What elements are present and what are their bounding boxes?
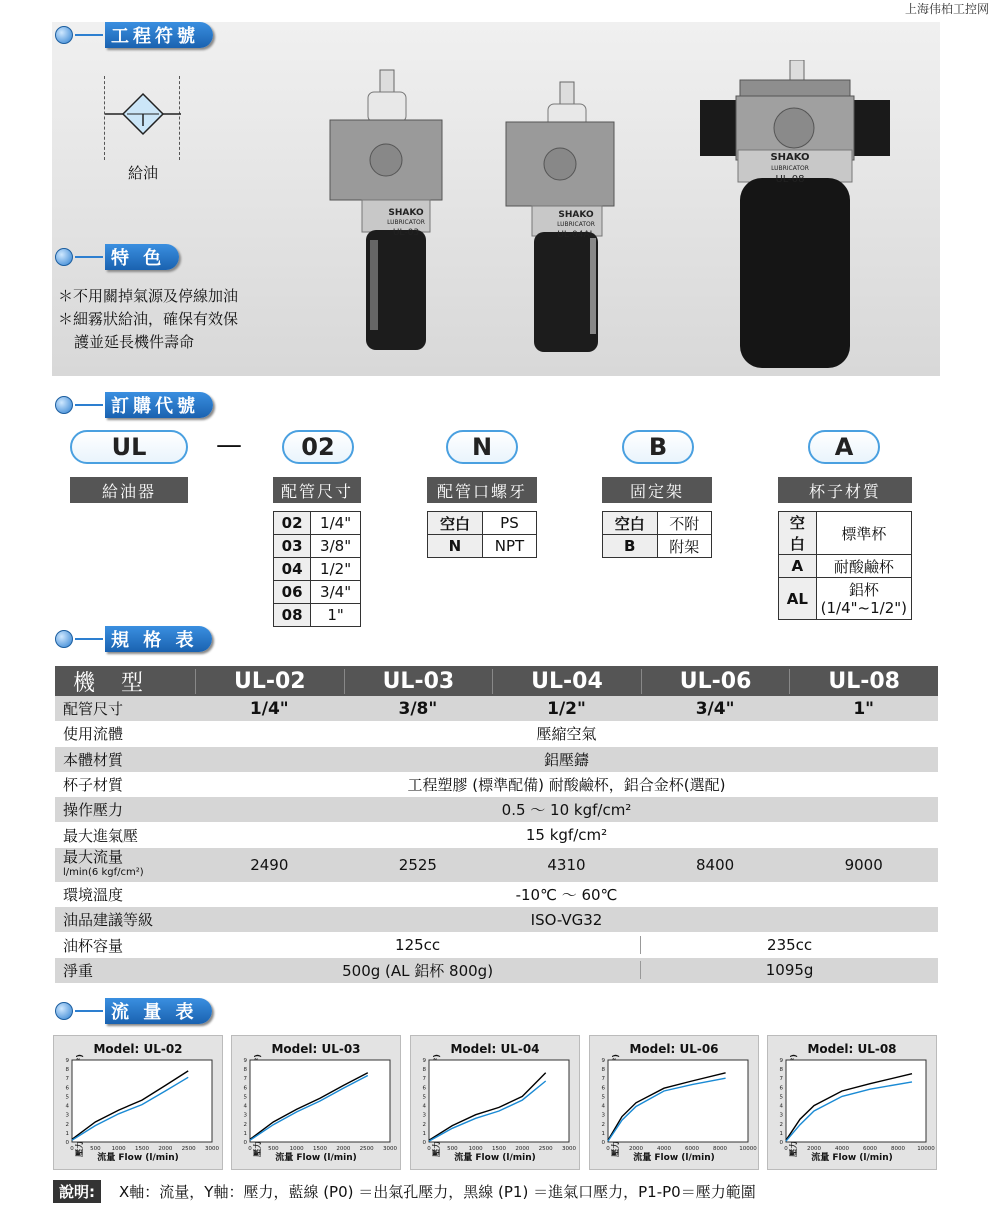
spec-value: 2490 xyxy=(250,855,289,874)
spec-row xyxy=(55,932,938,957)
model-header: UL-06 xyxy=(641,669,790,694)
type-text: LUBRICATOR xyxy=(387,219,425,226)
chart-xlabel: 流量 Flow (l/min) xyxy=(633,1153,715,1163)
table-cell: 03 xyxy=(274,535,311,558)
spec-header-label: 機型 xyxy=(73,670,170,696)
code-cup: A xyxy=(808,430,880,464)
flow-chart-ul-04 xyxy=(410,1035,580,1170)
brand-text: SHAKO xyxy=(388,208,424,218)
section-title: 工程符號 xyxy=(105,22,213,48)
y-tick-label: 0 xyxy=(601,1140,605,1146)
spec-value: 8400 xyxy=(695,855,735,874)
y-tick-label: 4 xyxy=(243,1103,247,1110)
model-header: UL-03 xyxy=(344,669,493,694)
y-tick-label: 3 xyxy=(65,1112,69,1119)
spec-label xyxy=(55,847,195,880)
table-row xyxy=(603,535,712,558)
y-tick-label: 5 xyxy=(779,1094,783,1101)
spec-row xyxy=(55,822,938,847)
chart-title: Model: UL-04 xyxy=(450,1042,540,1056)
spec-value: 鋁壓鑄 xyxy=(543,750,589,769)
spec-label: 油杯容量 xyxy=(63,936,124,955)
section-header-features xyxy=(55,244,179,270)
x-tick-label: 2000 xyxy=(515,1146,530,1152)
spec-value: 15 kgf/cm² xyxy=(525,826,608,845)
x-tick-label: 6000 xyxy=(863,1146,877,1152)
y-tick-label: 0 xyxy=(243,1140,247,1146)
spec-label: 杯子材質 xyxy=(63,776,124,795)
table-cell: AL xyxy=(779,578,817,620)
model-text: UL-03 xyxy=(392,228,420,238)
product-label-ul-03 xyxy=(382,208,430,238)
spec-header-row xyxy=(55,666,938,696)
table-cell: 08 xyxy=(274,604,311,627)
code-dash: — xyxy=(216,430,242,460)
y-tick-label: 2 xyxy=(422,1121,426,1128)
y-tick-label: 8 xyxy=(422,1067,426,1074)
spec-value: 235cc xyxy=(640,936,938,954)
spec-label: 操作壓力 xyxy=(63,801,124,820)
y-tick-label: 2 xyxy=(601,1121,605,1128)
note-tag: 說明: xyxy=(53,1180,101,1203)
y-tick-label: 1 xyxy=(422,1130,426,1137)
y-tick-label: 8 xyxy=(65,1067,69,1074)
x-tick-label: 0 xyxy=(427,1146,431,1152)
y-tick-label: 7 xyxy=(779,1076,783,1083)
code-thread-label: 配管口螺牙 xyxy=(427,477,537,503)
table-row xyxy=(274,535,361,558)
y-tick-label: 6 xyxy=(422,1085,426,1092)
table-row xyxy=(603,512,712,535)
feature-item: ＊細霧狀給油，確保有效保 xyxy=(58,310,239,328)
section-title: 特 色 xyxy=(105,244,179,270)
table-cell: 1/4" xyxy=(311,512,361,535)
spec-label: 淨重 xyxy=(63,961,94,980)
table-cell: N xyxy=(428,535,483,558)
y-tick-label: 8 xyxy=(243,1067,247,1074)
x-tick-label: 500 xyxy=(90,1146,101,1152)
y-tick-label: 4 xyxy=(601,1103,605,1110)
product-ul-08 xyxy=(700,60,890,368)
table-row xyxy=(274,604,361,627)
x-tick-label: 1000 xyxy=(289,1146,304,1152)
y-tick-label: 4 xyxy=(65,1103,69,1110)
y-tick-label: 0 xyxy=(65,1140,69,1146)
spec-value: -10℃ ～ 60℃ xyxy=(515,885,618,904)
bullet-icon xyxy=(55,396,73,414)
spec-value: 0.5 ～ 10 kgf/cm² xyxy=(501,801,632,820)
spec-label: 使用流體 xyxy=(63,725,124,744)
x-tick-label: 1500 xyxy=(135,1146,149,1152)
spec-table xyxy=(55,666,938,983)
x-tick-label: 500 xyxy=(447,1146,458,1152)
x-tick-label: 2000 xyxy=(629,1146,643,1152)
y-tick-label: 9 xyxy=(243,1058,247,1064)
y-tick-label: 0 xyxy=(779,1140,783,1146)
table-cell: 空白 xyxy=(779,512,817,555)
y-tick-label: 7 xyxy=(243,1076,247,1083)
x-tick-label: 0 xyxy=(248,1146,252,1152)
flow-chart-ul-03 xyxy=(231,1035,401,1170)
y-tick-label: 7 xyxy=(601,1076,605,1083)
type-text: LUBRICATOR xyxy=(771,165,809,172)
table-cell: 06 xyxy=(274,581,311,604)
spec-value: 1095g xyxy=(640,961,938,979)
y-tick-label: 3 xyxy=(779,1112,783,1119)
y-tick-label: 9 xyxy=(422,1058,426,1064)
y-tick-label: 1 xyxy=(779,1130,783,1137)
code-ul: UL xyxy=(70,430,188,464)
brand-text: SHAKO xyxy=(558,210,594,220)
x-tick-label: 1000 xyxy=(111,1146,126,1152)
table-row xyxy=(274,581,361,604)
spec-row xyxy=(55,696,938,721)
spec-value: 1/4" xyxy=(249,698,289,719)
y-tick-label: 6 xyxy=(65,1085,69,1092)
model-header: UL-04 xyxy=(492,669,641,694)
chart-xlabel: 流量 Flow (l/min) xyxy=(275,1153,357,1163)
x-tick-label: 2000 xyxy=(807,1146,821,1152)
code-bracket: B xyxy=(622,430,694,464)
feature-item: ＊不用關掉氣源及停線加油 xyxy=(58,287,239,305)
y-tick-label: 1 xyxy=(65,1130,69,1137)
model-header: UL-02 xyxy=(195,669,344,694)
table-cell: 耐酸鹼杯 xyxy=(816,555,911,578)
bullet-icon xyxy=(55,630,73,648)
code-bracket-label: 固定架 xyxy=(602,477,712,503)
x-tick-label: 3000 xyxy=(205,1146,219,1152)
y-tick-label: 2 xyxy=(779,1121,783,1128)
code-size: 02 xyxy=(282,430,354,464)
table-row xyxy=(428,535,537,558)
x-tick-label: 1500 xyxy=(313,1146,327,1152)
model-text: UL-08 xyxy=(775,174,805,185)
bullet-icon xyxy=(55,248,73,266)
plot-area xyxy=(72,1060,212,1142)
table-cell: 標準杯 xyxy=(816,512,911,555)
chart-note xyxy=(53,1180,756,1203)
y-tick-label: 7 xyxy=(65,1076,69,1083)
symbol-label: 給油 xyxy=(128,164,159,182)
y-tick-label: 9 xyxy=(65,1058,69,1064)
spec-label: 環境溫度 xyxy=(63,885,124,904)
spec-label: 最大進氣壓 xyxy=(63,826,139,845)
note-text: X軸：流量，Y軸：壓力，藍線 (P0) ＝出氣孔壓力，黑線 (P1) ＝進氣口壓力，P1-P0＝壓力範圍 xyxy=(119,1183,756,1201)
chart-xlabel: 流量 Flow (l/min) xyxy=(454,1153,536,1163)
y-tick-label: 8 xyxy=(779,1067,783,1074)
section-header-symbol xyxy=(55,22,213,48)
spec-row xyxy=(55,848,938,882)
y-tick-label: 4 xyxy=(779,1103,783,1110)
y-tick-label: 1 xyxy=(601,1130,605,1137)
product-label-ul-08 xyxy=(760,152,820,185)
bullet-icon xyxy=(55,26,73,44)
x-tick-label: 4000 xyxy=(835,1146,849,1152)
spec-row xyxy=(55,958,938,983)
x-tick-label: 0 xyxy=(70,1146,74,1152)
section-title: 規 格 表 xyxy=(105,626,212,652)
watermark: 上海伟柏工控网 xyxy=(904,2,989,16)
table-cell: 04 xyxy=(274,558,311,581)
thread-table xyxy=(427,511,537,558)
x-tick-label: 6000 xyxy=(685,1146,699,1152)
y-tick-label: 5 xyxy=(65,1094,69,1101)
spec-value: 2525 xyxy=(398,855,437,874)
plot-area xyxy=(608,1060,748,1142)
x-tick-label: 2500 xyxy=(538,1146,553,1152)
model-header: UL-08 xyxy=(789,669,938,694)
x-tick-label: 1500 xyxy=(492,1146,506,1152)
maxflow-unit: l/min(6 kgf/cm²) xyxy=(63,866,144,878)
x-tick-label: 2000 xyxy=(336,1146,351,1152)
x-tick-label: 2500 xyxy=(181,1146,196,1152)
table-cell: 空白 xyxy=(603,512,658,535)
table-cell: 3/4" xyxy=(311,581,361,604)
table-cell: NPT xyxy=(482,535,536,558)
y-tick-label: 4 xyxy=(422,1103,426,1110)
model-text: UL-04AL xyxy=(557,230,595,240)
spec-row xyxy=(55,721,938,746)
bullet-icon xyxy=(55,1002,73,1020)
spec-value: 125cc xyxy=(395,936,441,955)
y-tick-label: 8 xyxy=(601,1067,605,1074)
code-ul-label: 給油器 xyxy=(70,477,188,503)
x-tick-label: 500 xyxy=(268,1146,279,1152)
spec-label: 油品建議等級 xyxy=(63,911,154,930)
spec-value: ISO-VG32 xyxy=(530,910,603,929)
y-tick-label: 3 xyxy=(601,1112,605,1119)
chart-title: Model: UL-08 xyxy=(807,1042,897,1056)
chart-title: Model: UL-02 xyxy=(93,1042,183,1056)
table-cell: 不附 xyxy=(657,512,712,535)
spec-value: 工程塑膠 (標準配備) 耐酸鹼杯，鋁合金杯(選配) xyxy=(407,776,726,795)
flow-chart-ul-08 xyxy=(767,1035,937,1170)
x-tick-label: 0 xyxy=(606,1146,610,1152)
product-label-ul-04al xyxy=(552,210,600,240)
type-text: LUBRICATOR xyxy=(557,221,595,228)
table-cell: 3/8" xyxy=(311,535,361,558)
table-cell: B xyxy=(603,535,658,558)
maxflow-label: 最大流量 xyxy=(63,847,124,866)
x-tick-label: 3000 xyxy=(383,1146,397,1152)
x-tick-label: 8000 xyxy=(891,1146,905,1152)
size-table xyxy=(273,511,361,627)
spec-row xyxy=(55,907,938,932)
code-thread: N xyxy=(446,430,518,464)
bracket-table xyxy=(602,511,712,558)
table-cell: 1/2" xyxy=(311,558,361,581)
x-tick-label: 2000 xyxy=(158,1146,173,1152)
spec-value: 壓縮空氣 xyxy=(536,725,597,744)
y-tick-label: 2 xyxy=(65,1121,69,1128)
lubricator-symbol xyxy=(104,76,180,160)
chart-title: Model: UL-06 xyxy=(629,1042,719,1056)
spec-row xyxy=(55,772,938,797)
x-tick-label: 10000 xyxy=(739,1146,757,1152)
y-tick-label: 6 xyxy=(601,1085,605,1092)
feature-item: 護並延長機件壽命 xyxy=(74,333,195,351)
table-cell: PS xyxy=(482,512,536,535)
table-row xyxy=(779,512,912,555)
y-tick-label: 5 xyxy=(243,1094,247,1101)
table-cell: 空白 xyxy=(428,512,483,535)
feature-list xyxy=(58,285,238,354)
table-cell: 02 xyxy=(274,512,311,535)
spec-value: 1" xyxy=(853,698,875,719)
chart-xlabel: 流量 Flow (l/min) xyxy=(811,1153,893,1163)
spec-row xyxy=(55,882,938,907)
table-cell: 1" xyxy=(311,604,361,627)
spec-row xyxy=(55,747,938,772)
code-size-label: 配管尺寸 xyxy=(273,477,361,503)
spec-value: 500g (AL 鋁杯 800g) xyxy=(342,961,494,980)
table-row xyxy=(274,512,361,535)
y-tick-label: 6 xyxy=(243,1085,247,1092)
cup-table xyxy=(778,511,912,620)
y-tick-label: 9 xyxy=(601,1058,605,1064)
section-header-flow xyxy=(55,998,212,1024)
plot-area xyxy=(786,1060,926,1142)
brand-text: SHAKO xyxy=(770,152,810,163)
x-tick-label: 10000 xyxy=(917,1146,935,1152)
section-title: 流 量 表 xyxy=(105,998,212,1024)
spec-value: 3/4" xyxy=(695,698,735,719)
y-tick-label: 3 xyxy=(422,1112,426,1119)
y-tick-label: 6 xyxy=(779,1085,783,1092)
chart-xlabel: 流量 Flow (l/min) xyxy=(97,1153,179,1163)
y-tick-label: 5 xyxy=(601,1094,605,1101)
x-tick-label: 8000 xyxy=(713,1146,727,1152)
code-cup-label: 杯子材質 xyxy=(778,477,912,503)
flow-chart-ul-02 xyxy=(53,1035,223,1170)
spec-row xyxy=(55,797,938,822)
y-tick-label: 1 xyxy=(243,1130,247,1137)
section-title: 訂購代號 xyxy=(105,392,213,418)
spec-value: 9000 xyxy=(844,855,883,874)
y-tick-label: 0 xyxy=(422,1140,426,1146)
x-tick-label: 4000 xyxy=(657,1146,671,1152)
section-header-spec xyxy=(55,626,212,652)
y-tick-label: 2 xyxy=(243,1121,247,1128)
spec-value: 4310 xyxy=(547,855,586,874)
table-cell: 附架 xyxy=(657,535,712,558)
table-cell: A xyxy=(779,555,817,578)
section-header-ordering xyxy=(55,392,213,418)
table-row xyxy=(428,512,537,535)
spec-value: 3/8" xyxy=(398,698,438,719)
x-tick-label: 3000 xyxy=(562,1146,576,1152)
flow-chart-ul-06 xyxy=(589,1035,759,1170)
table-row xyxy=(779,578,912,620)
spec-value: 1/2" xyxy=(547,698,586,719)
table-row xyxy=(779,555,912,578)
y-tick-label: 7 xyxy=(422,1076,426,1083)
x-tick-label: 2500 xyxy=(359,1146,374,1152)
spec-label: 配管尺寸 xyxy=(63,700,124,719)
table-cell: 鋁杯 (1/4"~1/2") xyxy=(816,578,911,620)
y-tick-label: 9 xyxy=(779,1058,783,1064)
spec-label: 本體材質 xyxy=(63,750,124,769)
x-tick-label: 0 xyxy=(784,1146,788,1152)
y-tick-label: 3 xyxy=(243,1112,247,1119)
y-tick-label: 5 xyxy=(422,1094,426,1101)
table-row xyxy=(274,558,361,581)
x-tick-label: 1000 xyxy=(468,1146,483,1152)
chart-title: Model: UL-03 xyxy=(271,1042,361,1056)
